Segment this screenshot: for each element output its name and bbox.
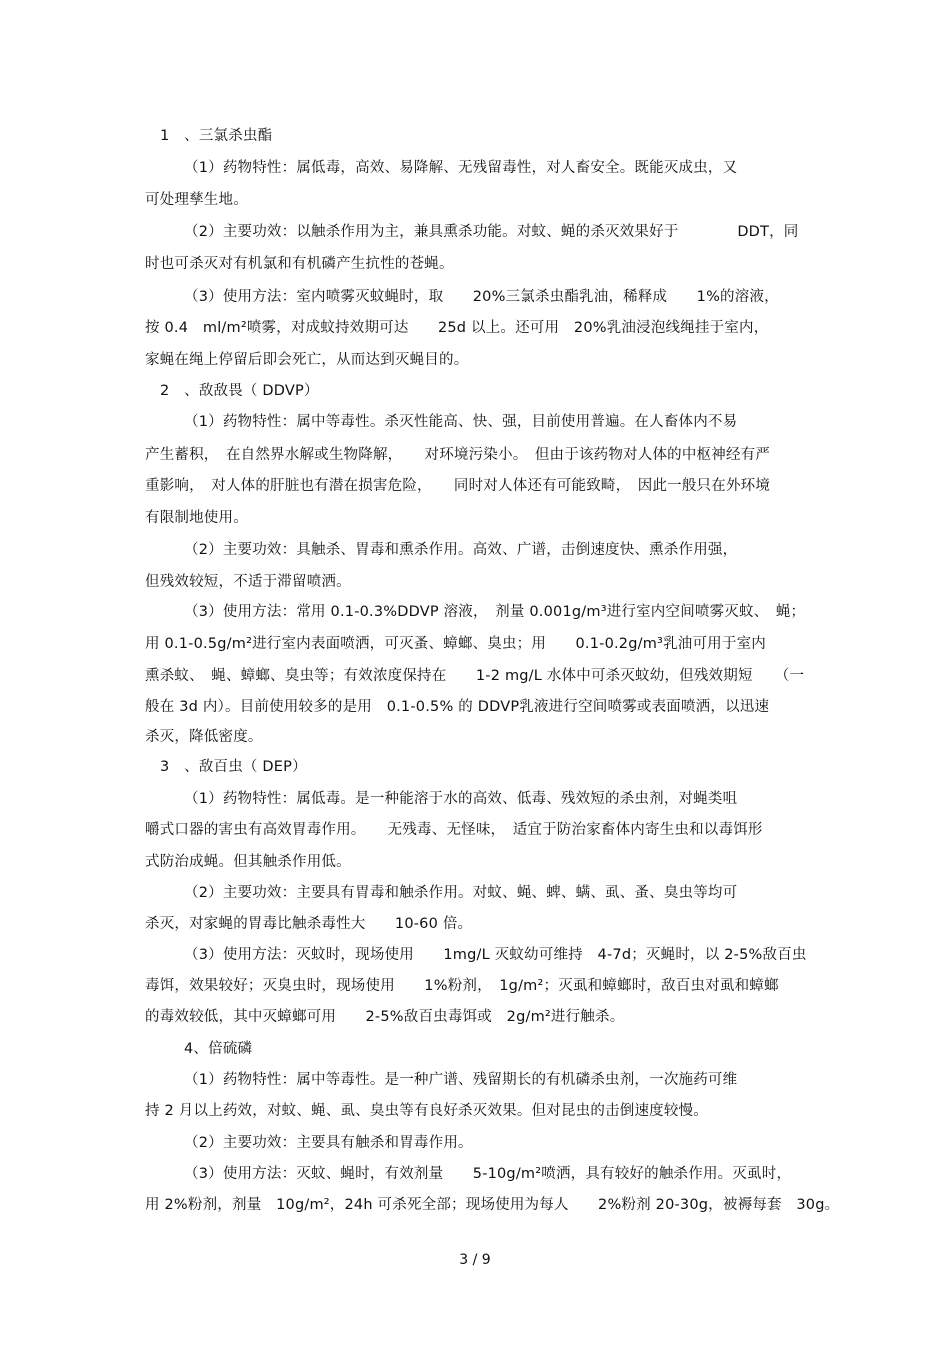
section-heading: 1 、三氯杀虫酯 xyxy=(160,128,273,144)
paragraph-line: 毒饵，效果较好；灭臭虫时，现场使用 1%粉剂， 1g/m²；灭虱和蟑螂时，敌百虫对虱和蟑螂 xyxy=(145,978,779,994)
paragraph-line: 熏杀蚊、 蝇、蟑螂、臭虫等；有效浓度保持在 1-2 mg/L 水体中可杀灭蚊幼，但残效期短 （一 xyxy=(145,668,805,684)
section-heading: 2 、敌敌畏（ DDVP） xyxy=(160,383,319,399)
paragraph-line: 时也可杀灭对有机氯和有机磷产生抗性的苍蝇。 xyxy=(145,256,454,272)
paragraph-line: 重影响， 对人体的肝脏也有潜在损害危险， 同时对人体还有可能致畸， 因此一般只在外环境 xyxy=(145,478,771,494)
paragraph-line: 杀灭，降低密度。 xyxy=(145,729,263,745)
paragraph-line: 持 2 月以上药效，对蚊、蝇、虱、臭虫等有良好杀灭效果。但对昆虫的击倒速度较慢。 xyxy=(145,1103,708,1119)
paragraph-line: 但残效较短，不适于滞留喷洒。 xyxy=(145,574,351,590)
paragraph-line: （2）主要功效：主要具有胃毒和触杀作用。对蚊、蝇、蜱、螨、虱、蚤、臭虫等均可 xyxy=(184,885,738,901)
paragraph-line: （3）使用方法：灭蚊、蝇时，有效剂量 5-10g/m²喷洒，具有较好的触杀作用。灭虱时， xyxy=(184,1166,792,1182)
paragraph-line: （1）药物特性：属中等毒性。是一种广谱、残留期长的有机磷杀虫剂，一次施药可维 xyxy=(184,1072,738,1088)
paragraph-line: 按 0.4 ml/m²喷雾，对成蚊持效期可达 25d 以上。还可用 20%乳油浸泡线绳挂于室内， xyxy=(145,320,769,336)
paragraph-line: （2）主要功效：主要具有触杀和胃毒作用。 xyxy=(184,1135,473,1151)
paragraph-line: （3）使用方法：室内喷雾灭蚊蝇时，取 20%三氯杀虫酯乳油，稀释成 1%的溶液， xyxy=(184,289,779,305)
paragraph-line: （1）药物特性：属中等毒性。杀灭性能高、快、强，目前使用普遍。在人畜体内不易 xyxy=(184,414,738,430)
paragraph-line: （1）药物特性：属低毒，高效、易降解、无残留毒性，对人畜安全。既能灭成虫，又 xyxy=(184,160,738,176)
paragraph-line: 杀灭，对家蝇的胃毒比触杀毒性大 10-60 倍。 xyxy=(145,916,473,932)
paragraph-line: 式防治成蝇。但其触杀作用低。 xyxy=(145,854,351,870)
paragraph-line: 家蝇在绳上停留后即会死亡，从而达到灭蝇目的。 xyxy=(145,352,469,368)
paragraph-line: （2）主要功效：以触杀作用为主，兼具熏杀功能。对蚊、蝇的杀灭效果好于 DDT，同 xyxy=(184,224,799,240)
paragraph-line: 产生蓄积， 在自然界水解或生物降解， 对环境污染小。 但由于该药物对人体的中枢神经有严 xyxy=(145,447,771,463)
paragraph-line: 用 0.1-0.5g/m²进行室内表面喷洒，可灭蚤、蟑螂、臭虫；用 0.1-0.2g/m³乳油可用于室内 xyxy=(145,636,766,652)
paragraph-line: 的毒效较低，其中灭蟑螂可用 2-5%敌百虫毒饵或 2g/m²进行触杀。 xyxy=(145,1009,625,1025)
section-heading: 4、倍硫磷 xyxy=(184,1041,253,1057)
paragraph-line: 有限制地使用。 xyxy=(145,510,248,526)
paragraph-line: （1）药物特性：属低毒。是一种能溶于水的高效、低毒、残效短的杀虫剂，对蝇类咀 xyxy=(184,791,738,807)
paragraph-line: （2）主要功效：具触杀、胃毒和熏杀作用。高效、广谱，击倒速度快、熏杀作用强， xyxy=(184,542,738,558)
paragraph-line: 般在 3d 内）。目前使用较多的是用 0.1-0.5% 的 DDVP乳液进行空间喷雾或表面喷洒，以迅速 xyxy=(145,699,770,715)
paragraph-line: 嚼式口器的害虫有高效胃毒作用。 无残毒、无怪味， 适宜于防治家畜体内寄生虫和以毒饵形 xyxy=(145,822,763,838)
paragraph-line: （3）使用方法：常用 0.1-0.3%DDVP 溶液， 剂量 0.001g/m³进行室内空间喷雾灭蚊、 蝇； xyxy=(184,604,806,620)
section-heading: 3 、敌百虫（ DEP） xyxy=(160,759,307,775)
paragraph-line: 用 2%粉剂，剂量 10g/m²，24h 可杀死全部；现场使用为每人 2%粉剂 20-30g，被褥每套 30g。 xyxy=(145,1197,840,1213)
paragraph-line: （3）使用方法：灭蚊时，现场使用 1mg/L 灭蚊幼可维持 4-7d；灭蝇时，以 2-5%敌百虫 xyxy=(184,947,807,963)
page-number: 3 / 9 xyxy=(459,1252,491,1268)
paragraph-line: 可处理孳生地。 xyxy=(145,192,248,208)
